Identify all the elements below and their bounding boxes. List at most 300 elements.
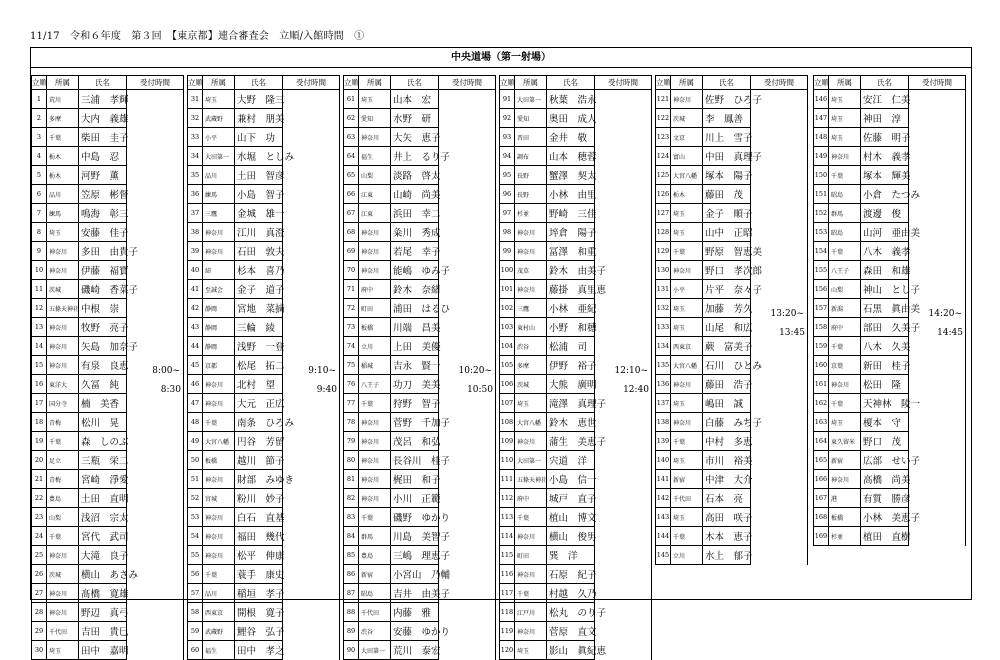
entry-affiliation: 神奈川 — [203, 527, 235, 546]
entry-name: 川島 美智子 — [391, 527, 439, 546]
entry-name: 野崎 三佳 — [547, 204, 595, 223]
entry-number: 68 — [344, 223, 359, 242]
entry-affiliation: 神奈川 — [203, 394, 235, 413]
entry-number: 32 — [188, 109, 203, 128]
entry-affiliation: 昭島 — [829, 223, 861, 242]
entry-affiliation: 千葉 — [829, 394, 861, 413]
entry-name: 奥田 成人 — [547, 109, 595, 128]
entry-name: 野口 茂 — [861, 432, 909, 451]
entry-affiliation: 宮城 — [203, 489, 235, 508]
entry-name: 三嶋 理恵子 — [391, 546, 439, 565]
col-header-time: 受付時間 — [595, 76, 652, 90]
entry-name: 若尾 幸子 — [391, 242, 439, 261]
entry-affiliation: 神奈川 — [515, 223, 547, 242]
header-row — [32, 76, 184, 90]
entry-affiliation: 埼玉 — [671, 223, 703, 242]
entry-name: 石黒 眞由美 — [861, 299, 909, 318]
col-header-time: 受付時間 — [439, 76, 496, 90]
entry-number: 42 — [188, 299, 203, 318]
entry-number: 113 — [500, 508, 515, 527]
entry-number: 55 — [188, 546, 203, 565]
entry-number: 26 — [32, 565, 47, 584]
entry-name: 宍道 洋 — [547, 451, 595, 470]
entry-number: 153 — [814, 223, 829, 242]
col-header-name: 氏名 — [861, 76, 909, 90]
entry-name: 村木 義孝 — [861, 147, 909, 166]
entry-affiliation: 青梅 — [47, 413, 79, 432]
entry-name: 牧野 亮子 — [79, 318, 127, 337]
entry-number: 134 — [656, 337, 671, 356]
entry-name: 福田 幾代 — [235, 527, 283, 546]
entry-affiliation: 江東 — [359, 185, 391, 204]
entry-affiliation: 千葉 — [359, 394, 391, 413]
entry-number: 87 — [344, 584, 359, 603]
section-3 — [343, 75, 496, 660]
entry-table — [31, 75, 184, 660]
entry-number: 150 — [814, 166, 829, 185]
entry-number: 72 — [344, 299, 359, 318]
entry-affiliation: 神奈川 — [47, 356, 79, 375]
table-row — [500, 90, 652, 109]
entry-number: 128 — [656, 223, 671, 242]
entry-affiliation: 昭島 — [359, 584, 391, 603]
entry-affiliation: 埼玉 — [829, 109, 861, 128]
entry-number: 80 — [344, 451, 359, 470]
entry-name: 大内 義雄 — [79, 109, 127, 128]
entry-name: 大熊 廣明 — [547, 375, 595, 394]
entry-name: 金城 雄一 — [235, 204, 283, 223]
entry-name: 嶋田 誠 — [703, 394, 751, 413]
entry-affiliation: 小平 — [203, 128, 235, 147]
entry-number: 123 — [656, 128, 671, 147]
entry-number: 7 — [32, 204, 47, 223]
entry-affiliation: 千葉 — [829, 242, 861, 261]
col-header-affiliation: 所属 — [515, 76, 547, 90]
entry-affiliation: 愛知 — [515, 109, 547, 128]
entry-affiliation: 大宮八幡 — [515, 413, 547, 432]
entry-name: 浅沼 宗太 — [79, 508, 127, 527]
entry-affiliation: 埼玉 — [671, 299, 703, 318]
entry-number: 90 — [344, 641, 359, 660]
entry-affiliation: 福生 — [359, 147, 391, 166]
entry-number: 131 — [656, 280, 671, 299]
entry-name: 長谷川 桂子 — [391, 451, 439, 470]
entry-number: 165 — [814, 451, 829, 470]
entry-affiliation: 静岡 — [203, 318, 235, 337]
entry-name: 粂川 秀成 — [391, 223, 439, 242]
entry-affiliation: 府中 — [359, 280, 391, 299]
entry-name: 植田 直樹 — [861, 527, 909, 546]
entry-number: 12 — [32, 299, 47, 318]
entry-affiliation: 東久留米 — [829, 432, 861, 451]
entry-number: 169 — [814, 527, 829, 546]
entry-name: 松田 隆 — [861, 375, 909, 394]
reception-start-time: 12:10~ — [614, 366, 648, 376]
entry-number: 94 — [500, 147, 515, 166]
entry-number: 112 — [500, 489, 515, 508]
entry-name: 伊藤 福寶 — [79, 261, 127, 280]
entry-name: 松尾 拓二 — [235, 356, 283, 375]
entry-number: 41 — [188, 280, 203, 299]
entry-name: 笠原 彬督 — [79, 185, 127, 204]
entry-number: 1 — [32, 90, 47, 109]
entry-name: 浜田 幸二 — [391, 204, 439, 223]
entry-affiliation: 府中 — [515, 489, 547, 508]
entry-number: 116 — [500, 565, 515, 584]
entry-number: 166 — [814, 470, 829, 489]
entry-number: 11 — [32, 280, 47, 299]
entry-name: 森 しのぶ — [79, 432, 127, 451]
entry-affiliation: 神奈川 — [671, 413, 703, 432]
entry-number: 101 — [500, 280, 515, 299]
entry-number: 73 — [344, 318, 359, 337]
entry-number: 103 — [500, 318, 515, 337]
entry-number: 111 — [500, 470, 515, 489]
reception-end-time: 13:45 — [779, 328, 805, 338]
entry-number: 82 — [344, 489, 359, 508]
entry-affiliation: 神奈川 — [671, 261, 703, 280]
entry-affiliation: 千葉 — [515, 508, 547, 527]
entry-affiliation: 大宮八幡 — [203, 432, 235, 451]
entry-affiliation: 板橋 — [203, 451, 235, 470]
entry-name: 山本 宏 — [391, 90, 439, 109]
entry-affiliation: 栃木 — [47, 147, 79, 166]
entry-number: 23 — [32, 508, 47, 527]
entry-number: 2 — [32, 109, 47, 128]
entry-affiliation: 千代田 — [359, 603, 391, 622]
entry-name: 安藤 ゆかり — [391, 622, 439, 641]
entry-name: 髙橋 寛雄 — [79, 584, 127, 603]
table-row — [344, 90, 496, 109]
reception-start-time: 9:10~ — [308, 366, 336, 376]
col-header-no: 立順 — [656, 76, 671, 90]
entry-table — [343, 75, 496, 660]
entry-number: 81 — [344, 470, 359, 489]
entry-number: 99 — [500, 242, 515, 261]
entry-name: 水上 郁子 — [703, 546, 751, 565]
entry-affiliation: 神奈川 — [671, 90, 703, 109]
entry-affiliation: 千葉 — [47, 527, 79, 546]
entry-name: 影山 眞紀恵 — [547, 641, 595, 660]
col-header-time: 受付時間 — [909, 76, 966, 90]
entry-name: 宮崎 淨愛 — [79, 470, 127, 489]
entry-name: 兼村 朋美 — [235, 109, 283, 128]
entry-name: 蓑手 康史 — [235, 565, 283, 584]
entry-affiliation: 千葉 — [47, 432, 79, 451]
entry-name: 大矢 恵子 — [391, 128, 439, 147]
entry-number: 49 — [188, 432, 203, 451]
entry-number: 48 — [188, 413, 203, 432]
entry-table — [499, 75, 652, 660]
entry-name: 小林 由里 — [547, 185, 595, 204]
section-6 — [813, 75, 966, 546]
entry-affiliation: 神奈川 — [359, 451, 391, 470]
entry-affiliation: 埼玉 — [515, 641, 547, 660]
entry-name: 石本 亮 — [703, 489, 751, 508]
entry-affiliation: 晋田 — [515, 128, 547, 147]
entry-affiliation: 栃木 — [671, 185, 703, 204]
col-header-no: 立順 — [32, 76, 47, 90]
entry-affiliation: 埼玉 — [203, 90, 235, 109]
entry-name: 中田 真理子 — [703, 147, 751, 166]
reception-time-cell — [909, 90, 966, 546]
entry-number: 159 — [814, 337, 829, 356]
entry-number: 54 — [188, 527, 203, 546]
entry-affiliation: 大田第一 — [203, 147, 235, 166]
entry-affiliation: 福生 — [203, 641, 235, 660]
entry-number: 143 — [656, 508, 671, 527]
entry-number: 5 — [32, 166, 47, 185]
entry-name: 多田 由貴子 — [79, 242, 127, 261]
entry-number: 97 — [500, 204, 515, 223]
entry-name: 大元 正広 — [235, 394, 283, 413]
entry-number: 125 — [656, 166, 671, 185]
entry-affiliation: 千葉 — [671, 242, 703, 261]
col-header-name: 氏名 — [391, 76, 439, 90]
entry-name: 狩野 智子 — [391, 394, 439, 413]
entry-name: 野口 孝次郎 — [703, 261, 751, 280]
entry-name: 粉川 妙子 — [235, 489, 283, 508]
entry-affiliation: 東洋大 — [47, 375, 79, 394]
entry-affiliation: 千代田 — [671, 489, 703, 508]
entry-affiliation: 大田第一 — [515, 90, 547, 109]
entry-number: 136 — [656, 375, 671, 394]
entry-table — [813, 75, 966, 546]
entry-name: 大滝 良子 — [79, 546, 127, 565]
entry-number: 83 — [344, 508, 359, 527]
entry-affiliation: 三鷹 — [203, 204, 235, 223]
entry-name: 埣倉 陽子 — [547, 223, 595, 242]
entry-number: 27 — [32, 584, 47, 603]
entry-affiliation: 小平 — [671, 280, 703, 299]
header-row — [188, 76, 340, 90]
entry-affiliation: 五條天神社 — [515, 470, 547, 489]
entry-number: 37 — [188, 204, 203, 223]
entry-number: 141 — [656, 470, 671, 489]
entry-number: 59 — [188, 622, 203, 641]
entry-number: 39 — [188, 242, 203, 261]
entry-affiliation: 八王子 — [829, 261, 861, 280]
entry-name: 石田 敦夫 — [235, 242, 283, 261]
entry-number: 44 — [188, 337, 203, 356]
entry-name: 土田 智彦 — [235, 166, 283, 185]
entry-number: 36 — [188, 185, 203, 204]
entry-affiliation: 武蔵野 — [203, 622, 235, 641]
reception-time-cell — [439, 90, 496, 660]
entry-name: 柴田 圭子 — [79, 128, 127, 147]
entry-affiliation: 西東京 — [671, 337, 703, 356]
entry-name: 有質 勝彦 — [861, 489, 909, 508]
entry-affiliation: 山梨 — [359, 166, 391, 185]
entry-affiliation: 西東京 — [203, 603, 235, 622]
entry-number: 78 — [344, 413, 359, 432]
entry-affiliation: 立川 — [671, 546, 703, 565]
entry-affiliation: 埼玉 — [671, 318, 703, 337]
col-header-time: 受付時間 — [751, 76, 808, 90]
entry-name: 小林 美恵子 — [861, 508, 909, 527]
entry-name: 吉井 由美子 — [391, 584, 439, 603]
reception-time-cell — [595, 90, 652, 660]
entry-number: 9 — [32, 242, 47, 261]
entry-name: 磯野 ゆかり — [391, 508, 439, 527]
entry-name: 鯉谷 弘子 — [235, 622, 283, 641]
entry-number: 10 — [32, 261, 47, 280]
entry-number: 130 — [656, 261, 671, 280]
entry-affiliation: 神奈川 — [203, 223, 235, 242]
entry-number: 108 — [500, 413, 515, 432]
entry-name: 川上 雪子 — [703, 128, 751, 147]
entry-name: 山崎 尚美 — [391, 185, 439, 204]
entry-name: 李 鳳善 — [703, 109, 751, 128]
entry-affiliation: 品川 — [203, 166, 235, 185]
section-5 — [655, 75, 808, 565]
entry-name: 三浦 孝輝 — [79, 90, 127, 109]
entry-table — [187, 75, 340, 660]
entry-name: 小島 智子 — [235, 185, 283, 204]
entry-number: 137 — [656, 394, 671, 413]
entry-name: 広部 せい子 — [861, 451, 909, 470]
entry-affiliation: 稲城 — [359, 356, 391, 375]
entry-number: 93 — [500, 128, 515, 147]
entry-affiliation: 大田第一 — [359, 641, 391, 660]
entry-affiliation: 杉並 — [515, 204, 547, 223]
entry-affiliation: 神奈川 — [359, 432, 391, 451]
entry-name: 水堀 としみ — [235, 147, 283, 166]
entry-number: 46 — [188, 375, 203, 394]
entry-affiliation: 多摩 — [47, 109, 79, 128]
entry-name: 秋葉 浩永 — [547, 90, 595, 109]
entry-affiliation: 神奈川 — [359, 223, 391, 242]
col-header-affiliation: 所属 — [359, 76, 391, 90]
entry-name: 蟹澤 契太 — [547, 166, 595, 185]
entry-number: 146 — [814, 90, 829, 109]
entry-number: 71 — [344, 280, 359, 299]
entry-affiliation: 神奈川 — [359, 261, 391, 280]
entry-affiliation: 千葉 — [203, 413, 235, 432]
entry-name: 小野 和穂 — [547, 318, 595, 337]
entry-name: 開根 寛子 — [235, 603, 283, 622]
entry-affiliation: 町田 — [359, 299, 391, 318]
entry-number: 57 — [188, 584, 203, 603]
entry-number: 132 — [656, 299, 671, 318]
reception-end-time: 8:30 — [160, 385, 181, 395]
entry-number: 91 — [500, 90, 515, 109]
col-header-time: 受付時間 — [283, 76, 340, 90]
entry-name: 蕨 富美子 — [703, 337, 751, 356]
entry-name: 磯崎 香菜子 — [79, 280, 127, 299]
entry-affiliation: 立川 — [359, 337, 391, 356]
entry-affiliation: 神奈川 — [47, 584, 79, 603]
entry-name: 中根 崇 — [79, 299, 127, 318]
header-row — [500, 76, 652, 90]
entry-name: 藤田 浩子 — [703, 375, 751, 394]
entry-affiliation: 埼玉 — [829, 128, 861, 147]
entry-number: 65 — [344, 166, 359, 185]
entry-affiliation: 品川 — [47, 185, 79, 204]
reception-time-cell — [127, 90, 184, 660]
reception-start-time: 10:20~ — [458, 366, 492, 376]
entry-number: 122 — [656, 109, 671, 128]
entry-number: 102 — [500, 299, 515, 318]
entry-number: 133 — [656, 318, 671, 337]
entry-affiliation: 昭島 — [829, 185, 861, 204]
entry-number: 100 — [500, 261, 515, 280]
entry-affiliation: 新宿 — [359, 565, 391, 584]
entry-name: 山中 正昭 — [703, 223, 751, 242]
entry-affiliation: 茨城 — [47, 280, 79, 299]
entry-number: 86 — [344, 565, 359, 584]
entry-affiliation: 埼玉 — [671, 204, 703, 223]
entry-name: 渡邊 俊 — [861, 204, 909, 223]
entry-name: 市川 裕美 — [703, 451, 751, 470]
entry-name: 矢島 加奈子 — [79, 337, 127, 356]
entry-affiliation: 神奈川 — [829, 375, 861, 394]
entry-number: 20 — [32, 451, 47, 470]
entry-affiliation: 埼玉 — [359, 90, 391, 109]
entry-number: 154 — [814, 242, 829, 261]
entry-name: 佐藤 明子 — [861, 128, 909, 147]
entry-name: 宮代 武司 — [79, 527, 127, 546]
reception-start-time: 13:20~ — [770, 309, 804, 319]
entry-number: 117 — [500, 584, 515, 603]
entry-number: 63 — [344, 128, 359, 147]
entry-affiliation: 愛知 — [359, 109, 391, 128]
col-header-name: 氏名 — [703, 76, 751, 90]
entry-name: 財部 みゆき — [235, 470, 283, 489]
col-header-name: 氏名 — [235, 76, 283, 90]
entry-name: 井上 るり子 — [391, 147, 439, 166]
entry-name: 石川 ひとみ — [703, 356, 751, 375]
entry-name: 山河 亜由美 — [861, 223, 909, 242]
entry-name: 横山 俊男 — [547, 527, 595, 546]
entry-name: 吉永 賢一 — [391, 356, 439, 375]
entry-name: 有泉 良恵 — [79, 356, 127, 375]
entry-number: 115 — [500, 546, 515, 565]
entry-affiliation: 江戸川 — [515, 603, 547, 622]
entry-name: 榎本 守 — [861, 413, 909, 432]
entry-name: 土田 直明 — [79, 489, 127, 508]
col-header-name: 氏名 — [79, 76, 127, 90]
entry-name: 江川 真澄 — [235, 223, 283, 242]
entry-name: 田中 孝之 — [235, 641, 283, 660]
header-row — [656, 76, 808, 90]
entry-name: 杉本 喜乃 — [235, 261, 283, 280]
entry-name: 中島 忍 — [79, 147, 127, 166]
entry-name: 菅原 直文 — [547, 622, 595, 641]
entry-number: 75 — [344, 356, 359, 375]
entry-name: 片平 奈々子 — [703, 280, 751, 299]
entry-name: 川端 昌美 — [391, 318, 439, 337]
entry-name: 久冨 純 — [79, 375, 127, 394]
entry-number: 105 — [500, 356, 515, 375]
entry-number: 96 — [500, 185, 515, 204]
entry-affiliation: 至誠会 — [203, 280, 235, 299]
entry-name: 安藤 佳子 — [79, 223, 127, 242]
entry-number: 114 — [500, 527, 515, 546]
entry-name: 稲垣 孝子 — [235, 584, 283, 603]
entry-number: 74 — [344, 337, 359, 356]
entry-name: 三瓶 栄二 — [79, 451, 127, 470]
entry-affiliation: 神奈川 — [203, 375, 235, 394]
entry-name: 菅野 千加子 — [391, 413, 439, 432]
entry-affiliation: 八王子 — [359, 375, 391, 394]
entry-affiliation: 山梨 — [47, 508, 79, 527]
entry-affiliation: 神奈川 — [515, 432, 547, 451]
entry-name: 鳴海 彰三 — [79, 204, 127, 223]
entry-number: 24 — [32, 527, 47, 546]
entry-name: 金子 順子 — [703, 204, 751, 223]
entry-name: 能嶋 ゆみ子 — [391, 261, 439, 280]
